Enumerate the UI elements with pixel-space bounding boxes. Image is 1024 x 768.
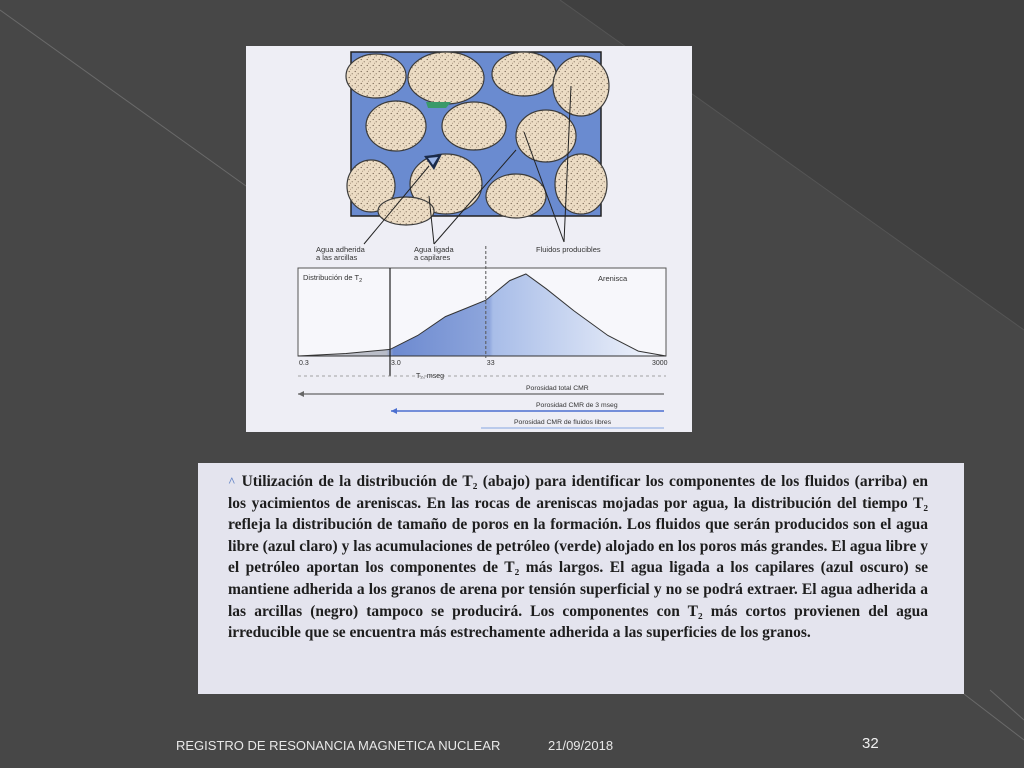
x-tick-label: 0.3 (299, 360, 309, 367)
rock-grain-illustration (346, 52, 609, 225)
rock-type-label: Arenisca (598, 274, 628, 283)
porosity-3ms-label: Porosidad CMR de 3 mseg (536, 402, 618, 409)
label-clay-bound-1: Agua adherida (316, 245, 365, 254)
porosity-free-fluid-label: Porosidad CMR de fluidos libres (514, 419, 612, 426)
chart-title: Distribución de $T_2$ (303, 273, 363, 284)
label-capillary-bound-2: a capilares (414, 253, 451, 262)
x-axis-label: T₂, mseg (416, 373, 444, 380)
footer-date: 21/09/2018 (548, 738, 614, 753)
caption-body: Utilización de la distribución de T₂ (abajo) para identificar los componentes de los fluidos (arriba) en los yacimientos de areniscas. En las rocas de areniscas mojadas por agua, la distribución del tiempo T₂ refleja la distribución de tamaño de poros en la formación. Los fluidos que serán producidos son el agua libre (azul claro) y las acumulaciones de petróleo (verde) alojado en los poros más grandes. El agua libre y el petróleo aportan los componentes de T₂ más largos. El agua ligada a los capilares (azul oscuro) se mantiene adherida a los granos de arena por tensión superficial y no se podrá extraer. El agua adherida a las arcillas (negro) tampoco se producirá. Los componentes con T₂ más cortos provienen del agua irreducible que se encuentra más estrechamente adherida a las superficies de los granos. (228, 473, 928, 642)
label-producible-fluids: Fluidos producibles (536, 245, 601, 254)
porosity-total-label: Porosidad total CMR (526, 385, 589, 392)
label-capillary-bound-1: Agua ligada (414, 245, 454, 254)
footer-title: REGISTRO DE RESONANCIA MAGNETICA NUCLEAR (176, 738, 501, 753)
caption-marker-icon: ^ (228, 474, 236, 489)
label-clay-bound-2: a las arcillas (316, 253, 358, 262)
caption-panel (198, 463, 964, 694)
porosity-indicators (298, 385, 664, 428)
x-tick-label: 3000 (652, 360, 668, 367)
t2-distribution-chart (298, 246, 668, 380)
x-tick-label: 3.0 (391, 360, 401, 367)
nmr-figure (246, 46, 692, 432)
x-tick-label: 33 (486, 360, 495, 367)
slide-number: 32 (862, 735, 879, 752)
figure-caption (228, 471, 928, 644)
figure-panel (246, 46, 692, 432)
